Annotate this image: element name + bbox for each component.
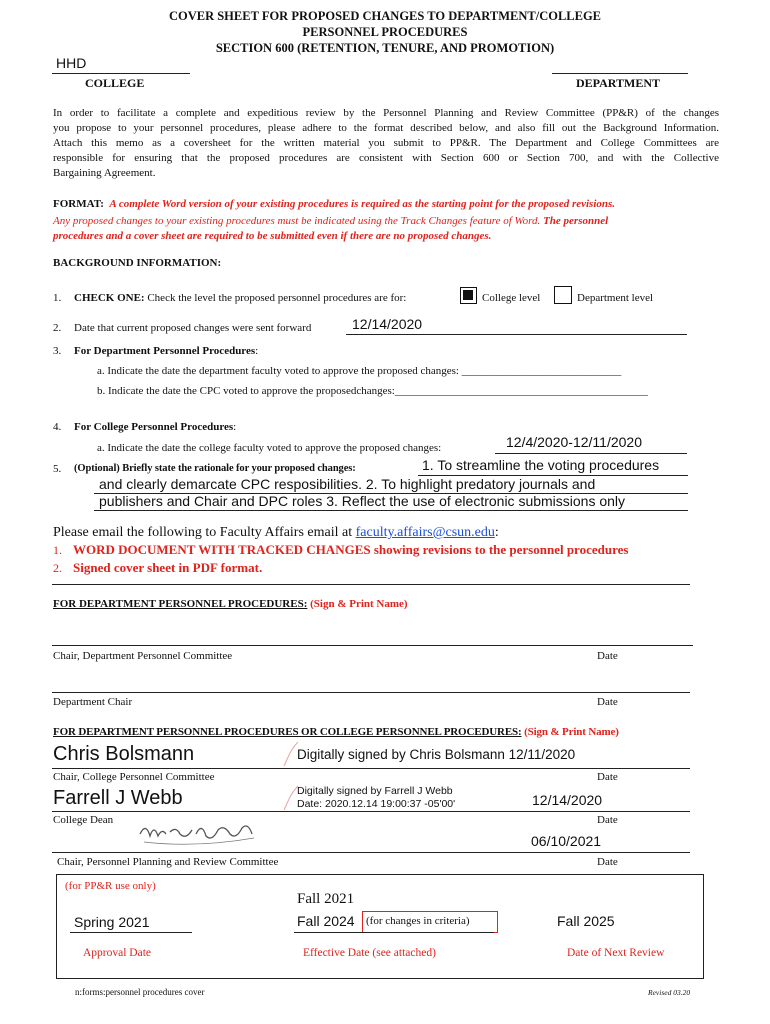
department-level-checkbox[interactable] [554,286,572,304]
format-block [53,196,719,245]
signature-line [52,768,690,769]
q5-heading: (Optional) Briefly state the rationale for your proposed changes: [74,463,356,474]
q4a-line [495,453,687,454]
intro-line: you propose to your personnel procedures, please adhere to the format described below, and also fill out the Background Information. [53,122,719,134]
q2-date-field[interactable]: 12/14/2020 [352,316,423,332]
email-item-1-number: 1. [53,543,62,557]
rationale-line-1[interactable]: 1. To streamline the voting procedures [422,457,660,473]
college-section-heading [53,726,619,738]
approval-line [70,932,192,933]
date-label: Date [597,696,618,708]
college-dean-label: College Dean [53,814,114,826]
next-review-label: Date of Next Review [567,947,665,959]
intro-line: responsible for ensuring that the proposed procedures are consistent with Section 600 or Section 700, and with the Collective [53,152,719,164]
q1-number: 1. [53,292,62,304]
checkbox-mark [463,290,473,300]
college-line [52,73,190,74]
format-line-3: procedures and a cover sheet are required to be submitted even if there are no proposed changes. [53,230,492,242]
date-label: Date [597,650,618,662]
dept-chair-label: Department Chair [53,696,133,708]
intro-line: Bargaining Agreement. [53,167,156,179]
signature-line[interactable] [52,692,690,693]
q2-text: Date that current proposed changes were sent forward [74,322,312,334]
digital-signature-1[interactable]: Digitally signed by Chris Bolsmann 12/11/2020 [297,747,576,762]
footer-revised: Revised 03.20 [648,988,691,997]
effective-line [294,932,494,933]
effective-date-label: Effective Date (see attached) [303,947,436,959]
signer-name-2: Farrell J Webb [53,787,183,809]
q2-number: 2. [53,322,62,334]
dean-date-field[interactable]: 12/14/2020 [532,792,603,808]
next-review-field[interactable]: Fall 2025 [557,913,615,929]
format-line-1: A complete Word version of your existing procedures is required as the starting point for the proposed revisions. [109,198,616,210]
title-line-3: SECTION 600 (RETENTION, TENURE, AND PROMOTION) [215,41,555,55]
ppr-use-only-label: (for PP&R use only) [65,880,156,892]
dept-section-heading [53,598,408,610]
date-label: Date [597,856,618,868]
q4-number: 4. [53,421,62,433]
college-heading-note: (Sign & Print Name) [524,726,619,738]
email-colon: : [494,525,499,540]
signature-line[interactable] [52,645,693,646]
background-heading: BACKGROUND INFORMATION: [53,257,222,269]
approval-date-label: Approval Date [83,947,152,959]
format-label: FORMAT: [53,198,104,210]
email-intro: Please email the following to Faculty Affairs email at [53,525,353,540]
q2-line [346,334,687,335]
intro-line: In order to facilitate a complete and expeditious review by the Personnel Planning and Review Committee (PP&R) of the changes [53,107,719,119]
footer-path: n:forms:personnel procedures cover [75,987,205,997]
dept-heading-text: FOR DEPARTMENT PERSONNEL PROCEDURES: [53,598,308,610]
title-line-2: PERSONNEL PROCEDURES [302,25,468,39]
q4-bold: For College Personnel Procedures [74,421,234,433]
email-item-2: Signed cover sheet in PDF format. [73,560,263,575]
rationale-line-2[interactable]: and clearly demarcate CPC resposibilities. 2. To highlight predatory journals and [99,476,596,492]
handwritten-signature [136,812,258,856]
department-label: DEPARTMENT [576,76,661,90]
q3b-text[interactable]: b. Indicate the date the CPC voted to approve the proposedchanges:______________________________________________ [97,385,648,397]
format-line-2: Any proposed changes to your existing procedures must be indicated using the Track Changes feature of Word. [53,214,541,227]
effective-date-top: Fall 2021 [297,891,355,907]
date-label: Date [597,771,618,783]
chair-dept-committee-label: Chair, Department Personnel Committee [53,650,233,662]
date-label: Date [597,814,618,826]
signer-name-1: Chris Bolsmann [53,743,195,765]
approval-date-field[interactable]: Spring 2021 [74,914,150,930]
rationale-underline [94,510,688,511]
q1-bold: CHECK ONE: [74,292,145,304]
college-level-checkbox[interactable] [460,287,477,304]
criteria-note: (for changes in criteria) [366,915,470,927]
q4a-text: a. Indicate the date the college faculty voted to approve the proposed changes: [97,442,442,454]
title-line-1: COVER SHEET FOR PROPOSED CHANGES TO DEPARTMENT/COLLEGE [168,9,602,23]
email-item-1: WORD DOCUMENT WITH TRACKED CHANGES showing revisions to the personnel procedures [73,542,629,557]
faculty-affairs-email-link[interactable]: faculty.affairs@csun.edu [355,525,495,540]
digital-signature-2[interactable] [297,785,455,811]
q1-text [74,292,406,304]
intro-paragraph [53,106,719,181]
college-label: COLLEGE [85,76,145,90]
q4a-date-field[interactable]: 12/4/2020-12/11/2020 [506,434,642,450]
intro-line: Attach this memo as a coversheet for the written material you submit to PP&R. The Department and College Committees are [53,137,719,149]
divider [52,584,690,585]
format-line-2b: The personnel [543,214,609,227]
digital-signature-2-line-2: Date: 2020.12.14 19:00:37 -05'00' [297,798,456,810]
chair-college-committee-label: Chair, College Personnel Committee [53,771,215,783]
q4-heading: For College Personnel Procedures: [74,421,237,433]
department-level-label: Department level [577,292,654,304]
signature-line [52,852,690,853]
digital-signature-2-line-1: Digitally signed by Farrell J Webb [297,785,453,797]
effective-date-field[interactable]: Fall 2024 [297,913,355,929]
ppr-chair-label: Chair, Personnel Planning and Review Committee [57,856,279,868]
q3-number: 3. [53,345,62,357]
dept-heading-note: (Sign & Print Name) [310,598,408,610]
q1-question: Check the level the proposed personnel procedures are for: [147,292,407,304]
department-line [552,73,688,74]
email-item-2-number: 2. [53,561,62,575]
college-level-label: College level [482,292,541,304]
email-instruction [53,525,499,541]
document-title [0,8,770,56]
q5-number: 5. [53,463,62,475]
college-field[interactable]: HHD [56,55,87,71]
q3-heading: For Department Personnel Procedures: [74,345,259,357]
q3-bold: For Department Personnel Procedures [74,345,256,357]
q3a-text[interactable]: a. Indicate the date the department faculty voted to approve the proposed changes: _____________________________ [97,365,622,377]
ppr-chair-date-field[interactable]: 06/10/2021 [531,833,602,849]
rationale-line-3[interactable]: publishers and Chair and DPC roles 3. Reflect the use of electronic submissions only [99,493,626,509]
college-heading-text: FOR DEPARTMENT PERSONNEL PROCEDURES OR COLLEGE PERSONNEL PROCEDURES: [53,726,522,738]
